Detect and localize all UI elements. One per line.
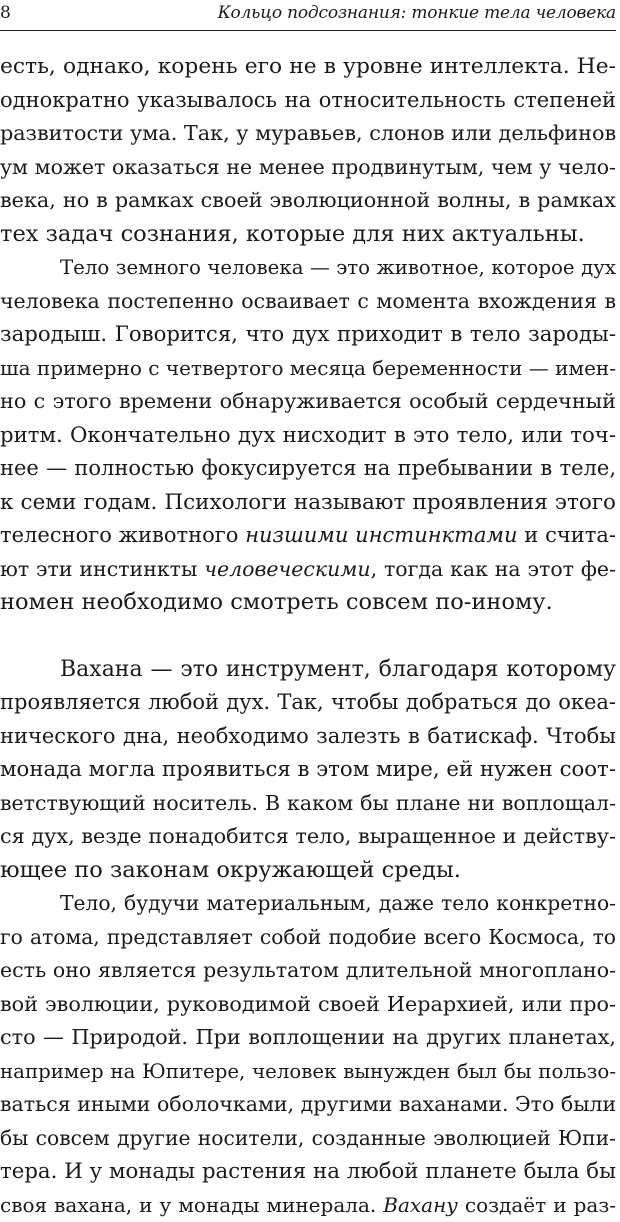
text-line: есть оно является результатом длительной многопланo-	[0, 954, 616, 988]
text-run: создаёт и раз-	[458, 1193, 616, 1217]
text-run: и счита-	[517, 523, 616, 547]
paragraph-1	[0, 50, 616, 251]
text-line: го атома, представляет собой подобие всего Космоса, то	[0, 921, 616, 955]
text-line: монада могла проявиться в этом мире, ей нужен соот-	[0, 753, 616, 787]
page-number: 8	[0, 0, 11, 26]
text-line: ся дух, везде понадобится тело, выращенное и действу-	[0, 820, 616, 854]
text-line: бы совсем другие носители, созданные эволюцией Юпи-	[0, 1122, 616, 1156]
text-line: номен необходимо смотреть совсем по-иному.	[0, 586, 616, 620]
text-line: тера. И у монады растения на любой планете была бы	[0, 1155, 616, 1189]
text-line: Тело, будучи материальным, даже тело конкретно-	[0, 887, 616, 921]
text-run: , тогда как на этот фе-	[371, 557, 616, 581]
text-line	[0, 1189, 616, 1222]
text-line: зародыш. Говорится, что дух приходит в тело зароды-	[0, 318, 616, 352]
text-line	[0, 519, 616, 553]
text-line: Тело земного человека — это животное, которое дух	[0, 251, 616, 285]
text-line: проявляется любой дух. Так, чтобы добраться до океа-	[0, 686, 616, 720]
text-line: но с этого времени обнаруживается особый сердечный	[0, 385, 616, 419]
text-line: сто — Природой. При воплощении на других планетах,	[0, 1021, 616, 1055]
text-line: ваться иными оболочками, другими ваханами. Это были	[0, 1088, 616, 1122]
paragraph-2	[0, 251, 616, 620]
text-line: вой эволюции, руководимой своей Иерархией, или про-	[0, 988, 616, 1022]
text-run: ют эти инстинкты	[0, 557, 204, 581]
section-gap	[0, 620, 616, 653]
text-line: к семи годам. Психологи называют проявления этого	[0, 486, 616, 520]
text-line: века, но в рамках своей эволюционной волны, в рамках	[0, 184, 616, 218]
running-head	[0, 0, 616, 31]
text-line: тех задач сознания, которые для них актуальны.	[0, 218, 616, 252]
text-line: развитости ума. Так, у муравьев, слонов или дельфинов	[0, 117, 616, 151]
text-line	[0, 553, 616, 587]
text-line: есть, однако, корень его не в уровне интеллекта. Не-	[0, 50, 616, 84]
text-line: Вахана — это инструмент, благодаря которому	[0, 653, 616, 687]
text-line: например на Юпитере, человек вынужден был бы пользо-	[0, 1055, 616, 1089]
italic-emphasis: Вахану	[383, 1193, 458, 1217]
text-line: ющее по законам окружающей среды.	[0, 854, 616, 888]
text-line: нического дна, необходимо залезть в батискаф. Чтобы	[0, 720, 616, 754]
text-line: нее — полностью фокусируется на пребывании в теле,	[0, 452, 616, 486]
book-title: Кольцо подсознания: тонкие тела человека	[218, 0, 616, 26]
italic-emphasis: низшими инстинктами	[245, 523, 517, 547]
text-run: телесного животного	[0, 523, 245, 547]
text-body	[0, 50, 616, 1222]
italic-emphasis: человеческими	[204, 557, 370, 581]
paragraph-4	[0, 887, 616, 1222]
text-line: ум может оказаться не менее продвинутым, чем у чело-	[0, 151, 616, 185]
text-line: ша примерно с четвертого месяца беременности — имен-	[0, 352, 616, 386]
text-line: однократно указывалось на относительность степеней	[0, 84, 616, 118]
paragraph-3	[0, 653, 616, 888]
text-line: человека постепенно осваивает с момента вхождения в	[0, 285, 616, 319]
text-run: своя вахана, и у монады минерала.	[0, 1193, 383, 1217]
text-line: ритм. Окончательно дух нисходит в это тело, или точ-	[0, 419, 616, 453]
text-line: ветствующий носитель. В каком бы плане ни воплощал-	[0, 787, 616, 821]
